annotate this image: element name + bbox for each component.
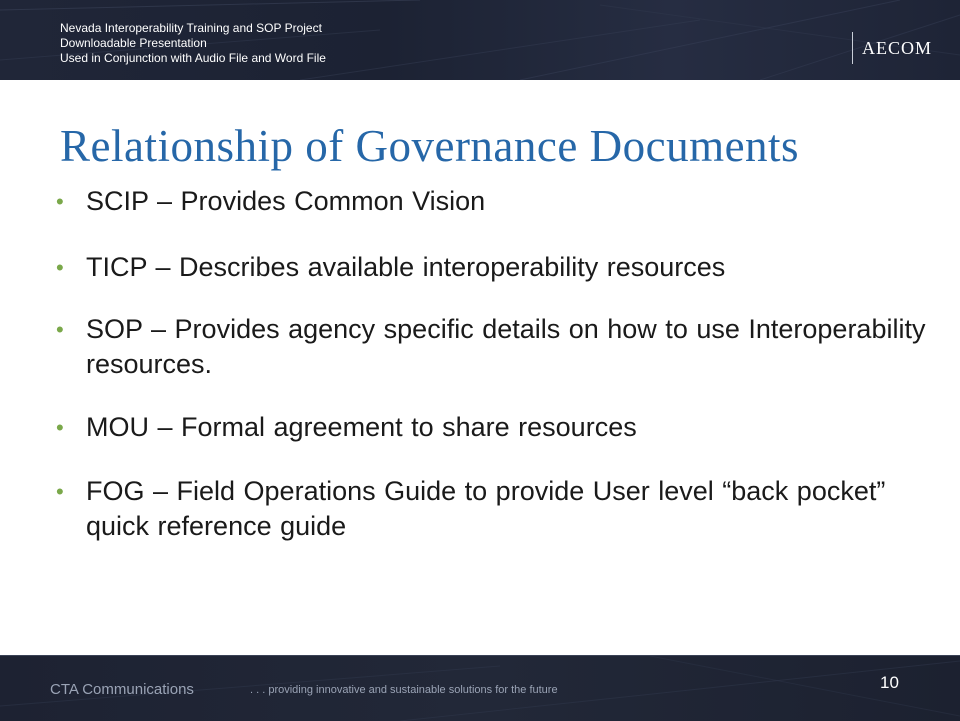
bullet-item-scip [52, 184, 485, 219]
bullet-text: MOU – Formal agreement to share resources [86, 412, 637, 442]
bullet-dot-icon: • [56, 255, 64, 280]
slide-title: Relationship of Governance Documents [60, 121, 800, 171]
bullet-dot-icon: • [56, 415, 64, 440]
bullet-text: TICP – Describes available interoperability resources [86, 252, 726, 282]
header-line-1: Nevada Interoperability Training and SOP Project [60, 21, 322, 35]
bullet-text: SOP – Provides agency specific details on how to use Interoperability resources. [86, 314, 926, 379]
footer-tagline: . . . providing innovative and sustainable solutions for the future [250, 684, 558, 696]
footer-company: CTA Communications [50, 681, 194, 698]
bullet-dot-icon: • [56, 479, 64, 504]
bullet-text: FOG – Field Operations Guide to provide User level “back pocket” quick reference guide [86, 476, 886, 541]
logo-text: AECOM [862, 37, 933, 58]
slide-number: 10 [880, 673, 899, 692]
bullet-item-ticp [52, 250, 725, 285]
bullet-dot-icon: • [56, 189, 64, 214]
bullet-dot-icon: • [56, 317, 64, 342]
header-bar [0, 0, 960, 80]
aecom-logo [852, 32, 932, 64]
bullet-text: SCIP – Provides Common Vision [86, 186, 486, 216]
footer-bar [0, 655, 960, 721]
bullet-item-fog [52, 474, 932, 544]
bullet-item-mou [52, 410, 637, 445]
header-line-2: Downloadable Presentation [60, 36, 207, 50]
header-text [60, 21, 326, 66]
logo-divider [852, 32, 853, 64]
header-line-3: Used in Conjunction with Audio File and Word File [60, 51, 326, 65]
bullet-item-sop [52, 312, 932, 382]
